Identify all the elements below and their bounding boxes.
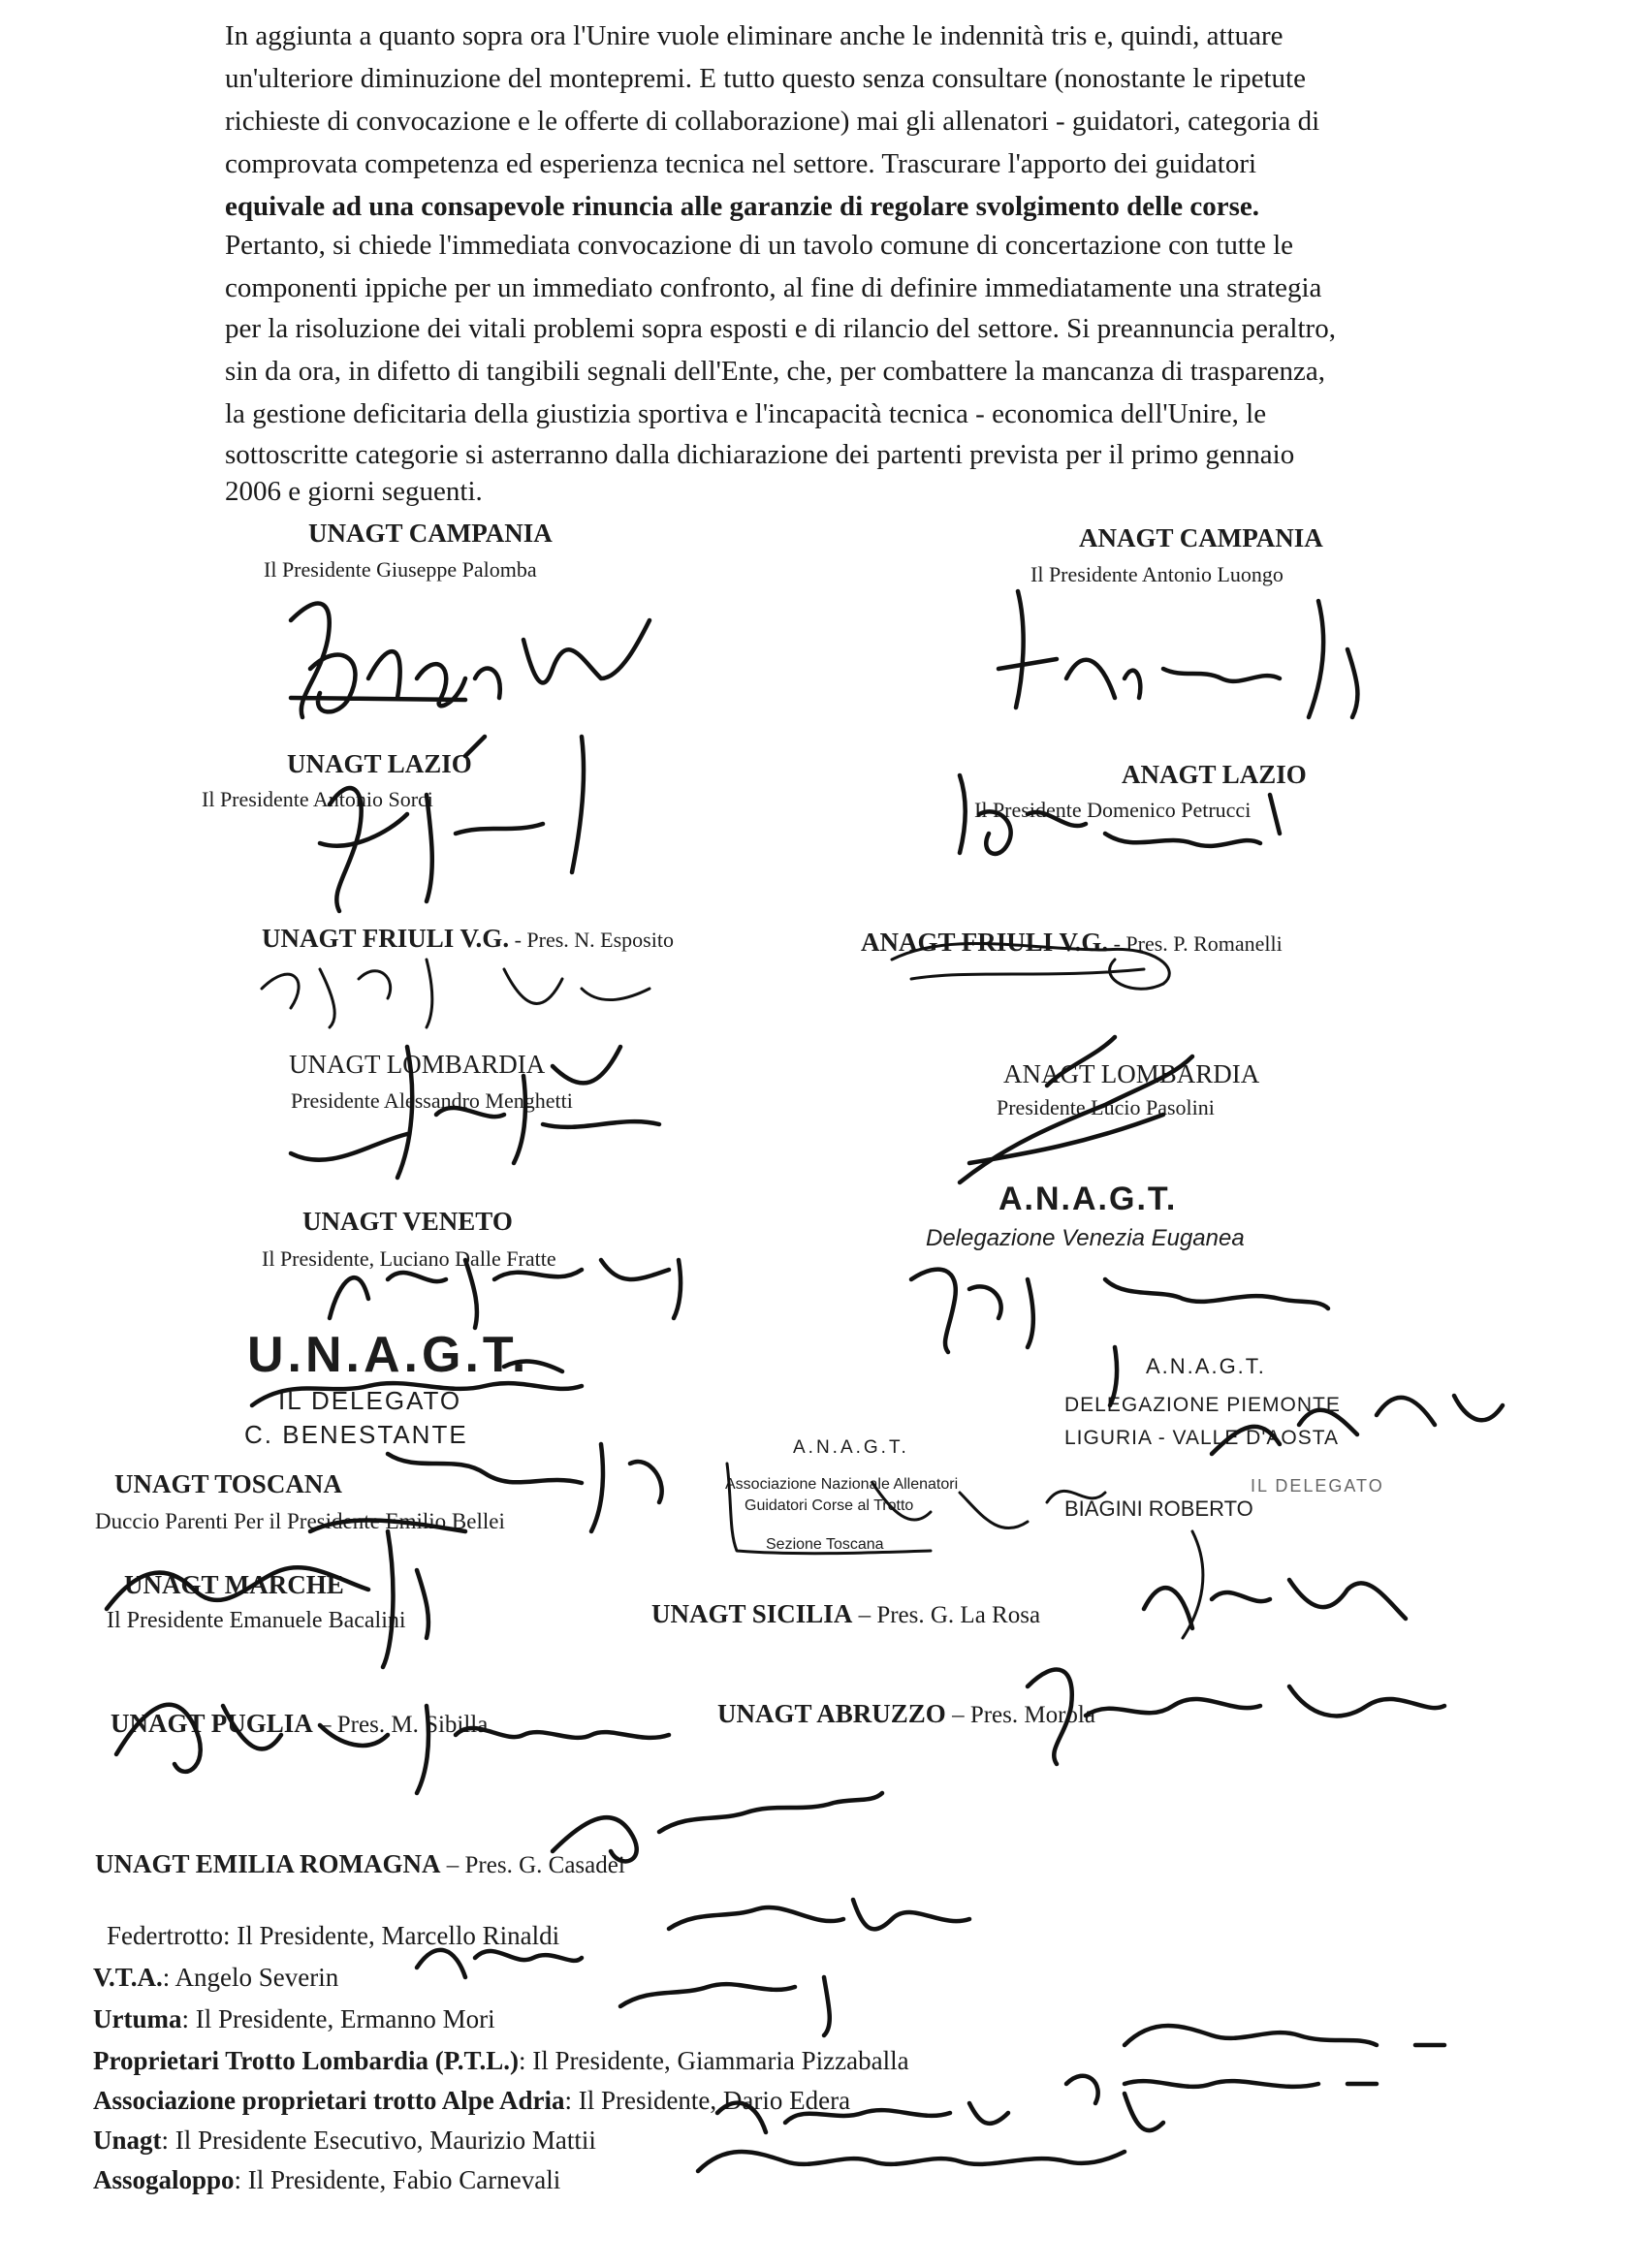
signature-anagt-lazio [960, 775, 1280, 854]
unagt-abruzzo-president: – Pres. Morola [945, 1702, 1095, 1728]
unagt-puglia-title: UNAGT PUGLIA [111, 1709, 313, 1738]
paragraph-line: equivale ad una consapevole rinuncia alle garanzie di regolare svolgimento delle corse. [225, 191, 1260, 222]
unagt-marche-president: Il Presidente Emanuele Bacalini [107, 1608, 406, 1633]
unagt-veneto-president: Il Presidente, Luciano Dalle Fratte [262, 1246, 556, 1271]
signature-unagt-friuli [262, 960, 650, 1027]
unagt-abruzzo-title: UNAGT ABRUZZO [717, 1699, 946, 1728]
association-detail: : Il Presidente, Dario Edera [564, 2086, 851, 2115]
paragraph-line: In aggiunta a quanto sopra ora l'Unire vuole eliminare anche le indennità tris e, quindi, attuare [225, 20, 1284, 51]
unagt-lombardia-title: UNAGT LOMBARDIA [289, 1050, 546, 1079]
unagt-puglia-president: – Pres. M. Sibilla [312, 1712, 489, 1738]
anagt-toscana-stamp-line2: Guidatori Corse al Trotto [745, 1497, 914, 1514]
unagt-sicilia-title: UNAGT SICILIA [651, 1599, 853, 1628]
paragraph-line: la gestione deficitaria della giustizia sportiva e l'incapacità tecnica - economica dell'Unire, le [225, 398, 1267, 429]
signature-anagt-toscana-stamp [727, 1464, 1203, 1638]
signature-anagt-piemonte [1110, 1347, 1503, 1454]
anagt-toscana-stamp-line1: Associazione Nazionale Allenatori [725, 1476, 959, 1493]
signature-unagt-campania [291, 604, 650, 717]
anagt-lombardia-president: Presidente Lucio Pasolini [997, 1095, 1215, 1119]
unagt-friuli-president: - Pres. N. Esposito [509, 928, 674, 952]
unagt-friuli-title: UNAGT FRIULI V.G. [262, 924, 510, 953]
unagt-emilia-president: – Pres. G. Casadei [440, 1852, 625, 1878]
paragraph-line: per la risoluzione dei vitali problemi sopra esposti e di rilancio del settore. Si preannuncia peraltro, [225, 313, 1336, 344]
anagt-campania-title: ANAGT CAMPANIA [1079, 523, 1323, 552]
association-detail: : Il Presidente, Ermanno Mori [181, 2004, 495, 2033]
unagt-toscana-president: Duccio Parenti Per il Presidente Emilio Bellei [95, 1509, 505, 1533]
anagt-friuli-president: - Pres. P. Romanelli [1108, 931, 1283, 956]
association-detail: : Il Presidente, Marcello Rinaldi [222, 1921, 560, 1950]
unagt-lazio-title: UNAGT LAZIO [287, 749, 472, 778]
anagt-toscana-stamp-title: A.N.A.G.T. [793, 1437, 909, 1458]
signature-anagt-lombardia [960, 1037, 1192, 1182]
anagt-toscana-handwritten-name: BIAGINI ROBERTO [1064, 1496, 1253, 1521]
signature-vta [417, 1950, 582, 1977]
signature-unagt-abruzzo [1028, 1670, 1444, 1764]
association-detail: : Il Presidente, Giammaria Pizzaballa [518, 2046, 909, 2075]
signature-unagt-emilia [553, 1793, 882, 1861]
signature-assogaloppo [698, 2152, 1125, 2171]
signature-federtrotto [669, 1900, 969, 1929]
anagt-toscana-stamp-line3: Sezione Toscana [766, 1536, 884, 1553]
unagt-lazio-president: Il Presidente Antonio Sorci [202, 787, 433, 811]
paragraph-line: 2006 e giorni seguenti. [225, 476, 483, 507]
paragraph-line: componenti ippiche per un immediato confronto, al fine di definire immediatamente una strategia [225, 272, 1322, 303]
signature-anagt-campania [998, 591, 1357, 717]
anagt-lazio-president: Il Presidente Domenico Petrucci [974, 798, 1252, 822]
paragraph-line: un'ulteriore diminuzione del montepremi. E tutto questo senza consultare (nonostante le ripetute [225, 63, 1306, 94]
signature-unagt-puglia [116, 1705, 669, 1793]
association-name: Associazione proprietari trotto Alpe Adria [93, 2086, 565, 2115]
unagt-campania-title: UNAGT CAMPANIA [308, 519, 553, 548]
anagt-campania-president: Il Presidente Antonio Luongo [1030, 562, 1284, 586]
signature-unagt-sicilia [1144, 1580, 1406, 1628]
unagt-veneto-title: UNAGT VENETO [302, 1207, 513, 1236]
signature-alpe-adria [1066, 2076, 1377, 2103]
association-name: V.T.A. [93, 1963, 163, 1992]
anagt-lombardia-title: ANAGT LOMBARDIA [1003, 1059, 1260, 1088]
signature-unagt-toscana [310, 1444, 662, 1531]
association-name: Urtuma [93, 2004, 182, 2033]
signature-ptl [1125, 2026, 1444, 2045]
anagt-friuli-title: ANAGT FRIULI V.G. [861, 928, 1109, 957]
association-name: Unagt [93, 2126, 162, 2155]
unagt-stamp-title: U.N.A.G.T. [247, 1327, 530, 1383]
anagt-piemonte-region: LIGURIA - VALLE D'AOSTA [1064, 1427, 1339, 1449]
unagt-sicilia-president: – Pres. G. La Rosa [852, 1602, 1041, 1628]
unagt-toscana-title: UNAGT TOSCANA [114, 1469, 342, 1498]
anagt-lazio-title: ANAGT LAZIO [1122, 760, 1307, 789]
paragraph-line: comprovata competenza ed esperienza tecnica nel settore. Trascurare l'apporto dei guidatori [225, 148, 1257, 179]
association-detail: : Angelo Severin [162, 1963, 339, 1992]
signature-unagt-lombardia [291, 1047, 659, 1178]
anagt-piemonte-delegate: IL DELEGATO [1251, 1476, 1384, 1496]
association-name: Proprietari Trotto Lombardia (P.T.L.) [93, 2046, 519, 2075]
signature-unagt-marche [107, 1531, 428, 1667]
signature-unagt-lazio [320, 737, 584, 911]
association-name: Assogaloppo [93, 2165, 235, 2194]
anagt-veneto-delegation: Delegazione Venezia Euganea [926, 1225, 1245, 1251]
unagt-lombardia-president: Presidente Alessandro Menghetti [291, 1088, 573, 1113]
anagt-piemonte-delegation: DELEGAZIONE PIEMONTE [1064, 1394, 1341, 1416]
signature-anagt-friuli [892, 943, 1169, 989]
paragraph-line: Pertanto, si chiede l'immediata convocazione di un tavolo comune di concertazione con tutte le [225, 230, 1293, 261]
signature-urtuma [620, 1977, 830, 2035]
signature-unagt-delegate [252, 1362, 582, 1405]
unagt-stamp-name: C. BENESTANTE [244, 1420, 468, 1449]
unagt-stamp-delegate: IL DELEGATO [278, 1386, 462, 1415]
paragraph-line: sottoscritte categorie si asterranno dalla dichiarazione dei partenti prevista per il primo gennaio [225, 439, 1295, 470]
unagt-marche-title: UNAGT MARCHE [124, 1570, 344, 1599]
paragraph-line: richieste di convocazione e le offerte di collaborazione) mai gli allenatori - guidatori, categoria di [225, 106, 1320, 137]
unagt-emilia-title: UNAGT EMILIA ROMAGNA [95, 1849, 441, 1878]
association-detail: : Il Presidente, Fabio Carnevali [234, 2165, 561, 2194]
anagt-piemonte-title: A.N.A.G.T. [1146, 1354, 1266, 1378]
signature-anagt-veneto [911, 1270, 1328, 1352]
signature-unagt-veneto [330, 1260, 681, 1328]
association-name: Federtrotto [107, 1921, 223, 1950]
unagt-campania-president: Il Presidente Giuseppe Palomba [264, 557, 537, 582]
paragraph-line: sin da ora, in difetto di tangibili segnali dell'Ente, che, per combattere la mancanza di trasparenza, [225, 356, 1325, 387]
anagt-veneto-title: A.N.A.G.T. [998, 1181, 1178, 1217]
association-detail: : Il Presidente Esecutivo, Maurizio Mattii [161, 2126, 596, 2155]
